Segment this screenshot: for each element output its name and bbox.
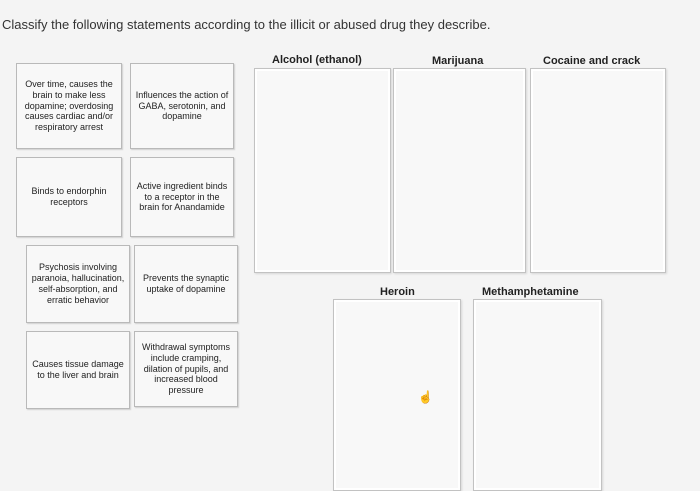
instructions: Classify the following statements according to the illicit or abused drug they describe.	[2, 17, 491, 32]
statement-card-2[interactable]: Influences the action of GABA, serotonin, and dopamine	[130, 63, 234, 149]
dropzone-methamphetamine[interactable]	[473, 299, 602, 491]
dropzone-marijuana[interactable]	[393, 68, 526, 273]
statement-card-5[interactable]: Psychosis involving paranoia, hallucination, self-absorption, and erratic behavior	[26, 245, 130, 323]
hand-pointer-icon: ☝	[418, 390, 433, 404]
statement-card-4[interactable]: Active ingredient binds to a receptor in the brain for Anandamide	[130, 157, 234, 237]
dropzone-heroin[interactable]	[333, 299, 461, 491]
dropzone-alcohol[interactable]	[254, 68, 391, 273]
dropzone-cocaine[interactable]	[530, 68, 666, 273]
statement-card-6[interactable]: Prevents the synaptic uptake of dopamine	[134, 245, 238, 323]
category-label-heroin: Heroin	[380, 286, 415, 298]
category-label-cocaine: Cocaine and crack	[543, 55, 641, 67]
category-label-alcohol: Alcohol (ethanol)	[272, 54, 362, 66]
category-label-methamphetamine: Methamphetamine	[482, 286, 579, 298]
statement-card-7[interactable]: Causes tissue damage to the liver and brain	[26, 331, 130, 409]
statement-card-3[interactable]: Binds to endorphin receptors	[16, 157, 122, 237]
category-label-marijuana: Marijuana	[432, 55, 484, 67]
statement-card-8[interactable]: Withdrawal symptoms include cramping, dilation of pupils, and increased blood pressure	[134, 331, 238, 407]
statement-card-1[interactable]: Over time, causes the brain to make less dopamine; overdosing causes cardiac and/or respiratory arrest	[16, 63, 122, 149]
